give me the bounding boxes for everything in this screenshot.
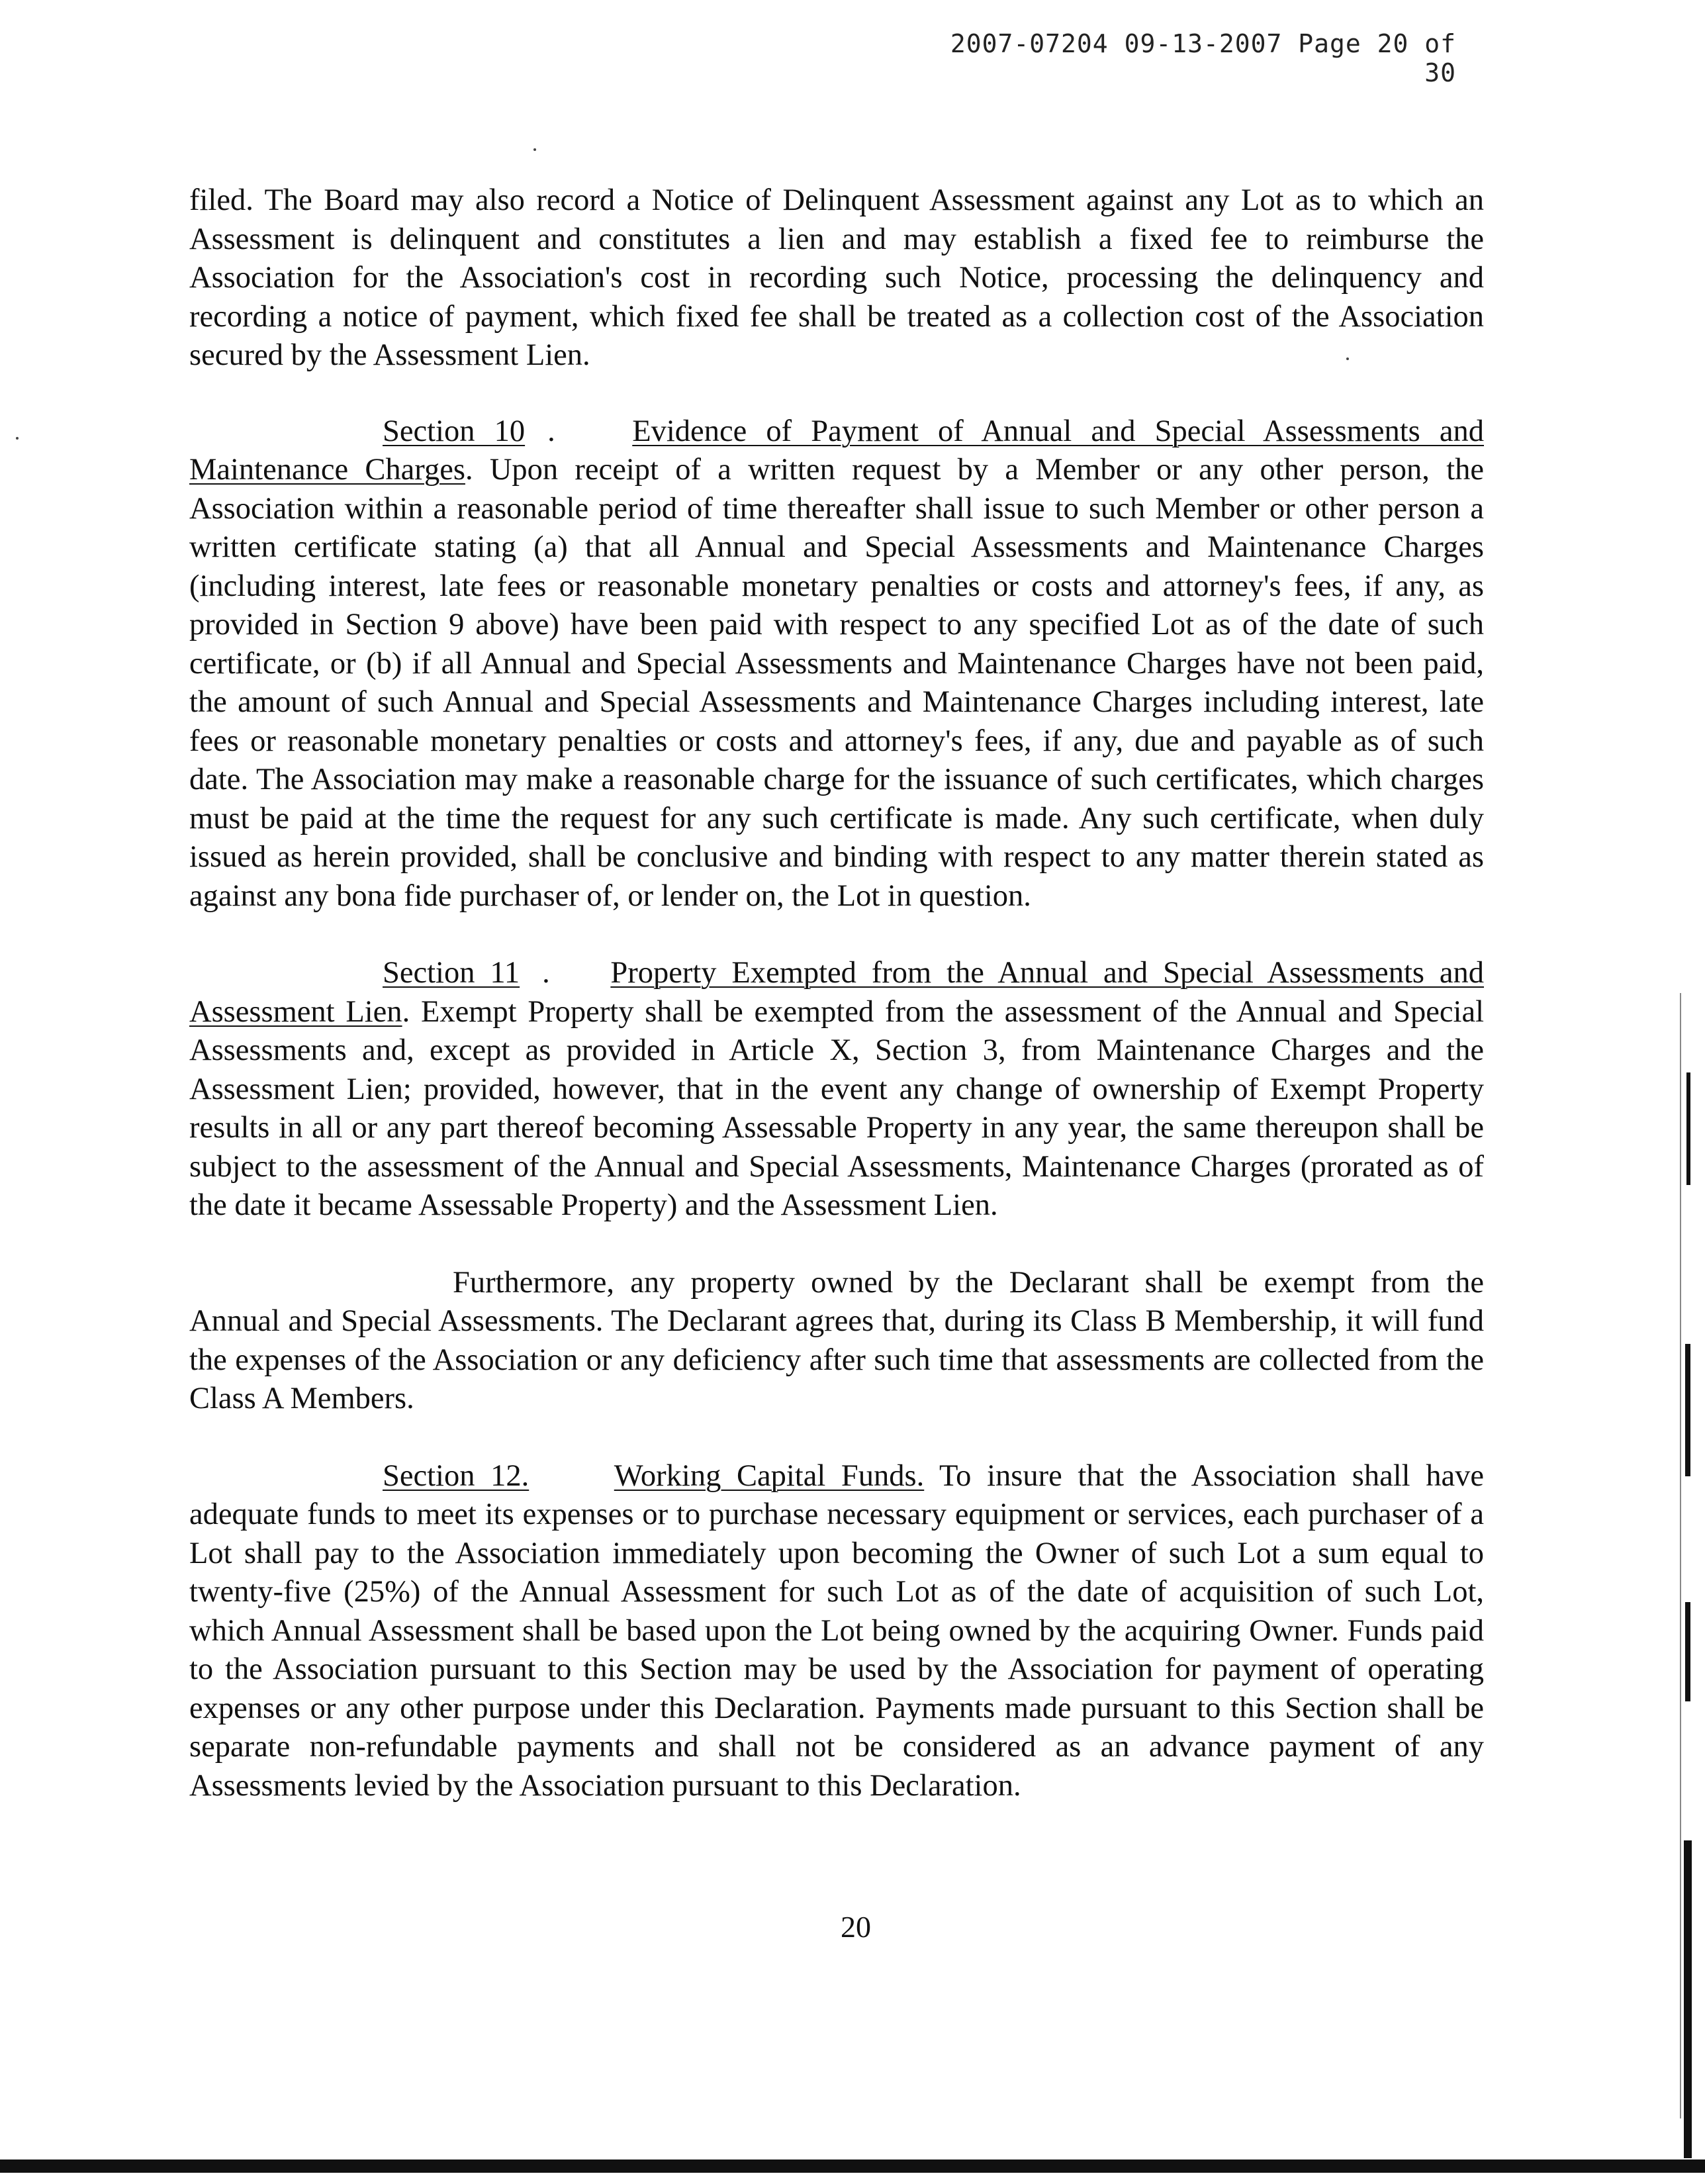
section-11-title: Property Exempted from the Annual and Special Assessments and Assessment Lien [189, 956, 1484, 1029]
section-12-label: Section 12. [383, 1458, 530, 1493]
scan-speck [16, 437, 19, 440]
furthermore-paragraph: Furthermore, any property owned by the Declarant shall be exempt from the Annual and Special Assessments. The Declarant agrees that, during its Class B Membership, it will fund the expenses of the Association or any deficiency after such time that assessments are collected from the Class A Members. [189, 1265, 1484, 1415]
scan-edge-mark [1685, 1344, 1690, 1476]
continuation-paragraph: filed. The Board may also record a Notice of Delinquent Assessment against any Lot as to which an Assessment is delinquent and constitutes a lien and may establish a fixed fee to reimburse the Association for the Association's cost in recording such Notice, processing the delinquency and recording a notice of payment, which fixed fee shall be treated as a collection cost of the Association secured by the Assessment Lien. [189, 183, 1484, 372]
scan-bottom-edge [0, 2160, 1705, 2173]
section-11-paragraph: Section 11 . Property Exempted from the Annual and Special Assessments and Assessment Lien. Exempt Property shall be exempted from the assessment of the Annual and Special Assessments and, except as provided in Article X, Section 3, from Maintenance Charges and the Assessment Lien; provided, however, that in the event any change of ownership of Exempt Property results in all or any part thereof becoming Assessable Property in any year, the same thereupon shall be subject to the assessment of the Annual and Special Assessments, Maintenance Charges (prorated as of the date it became Assessable Property) and the Assessment Lien. [189, 956, 1484, 1222]
section-12-title: Working Capital Funds. [614, 1458, 925, 1493]
scan-edge-mark [1685, 1602, 1690, 1701]
section-12-paragraph [189, 1457, 1484, 1806]
document-body [189, 181, 1484, 1844]
section-12-text: To insure that the Association shall have adequate funds to meet its expenses or to purchase necessary equipment or services, each purchaser of a Lot shall pay to the Association immediately upon becoming the Owner of such Lot a sum equal to twenty-five (25%) of the Annual Assessment for such Lot as of the date of acquisition of such Lot, which Annual Assessment shall be based upon the Lot being owned by the acquiring Owner. Funds paid to the Association pursuant to this Section may be used by the Association for payment of operating expenses or any other purpose under this Declaration. Payments made pursuant to this Section shall be separate non-refundable payments and shall not be considered as an advance payment of any Assessments levied by the Association pursuant to this Declaration. [189, 1458, 1484, 1803]
recording-stamp: 2007-07204 09-13-2007 Page 20 of 30 [950, 29, 1456, 87]
scan-edge-mark [1684, 1840, 1692, 2158]
scan-edge-mark [1686, 1072, 1690, 1185]
section-10-paragraph: Section 10 . Evidence of Payment of Annual and Special Assessments and Maintenance Charges. Upon receipt of a written request by a Member or any other person, the Association within a reasonable period of time thereafter shall issue to such Member or other person a written certificate stating (a) that all Annual and Special Assessments and Maintenance Charges (including interest, late fees or reasonable monetary penalties or costs and attorney's fees, if any, as provided in Section 9 above) have been paid with respect to any specified Lot as of the date of such certificate, or (b) if all Annual and Special Assessments and Maintenance Charges have not been paid, the amount of such Annual and Special Assessments and Maintenance Charges including interest, late fees or reasonable monetary penalties or costs and attorney's fees, if any, due and payable as of such date. The Association may make a reasonable charge for the issuance of such certificates, which charges must be paid at the time the request for any such certificate is made. Any such certificate, when duly issued as herein provided, shall be conclusive and binding with respect to any matter therein stated as against any bona fide purchaser of, or lender on, the Lot in question. [189, 414, 1484, 913]
section-11-text: Exempt Property shall be exempted from the assessment of the Annual and Special Assessments and, except as provided in Article X, Section 3, from Maintenance Charges and the Assessment Lien; provided, however, that in the event any change of ownership of Exempt Property results in all or any part thereof becoming Assessable Property in any year, the same thereupon shall be subject to the assessment of the Annual and Special Assessments, Maintenance Charges (prorated as of the date it became Assessable Property) and the Assessment Lien. [189, 994, 1484, 1222]
scan-speck [533, 148, 536, 151]
scan-edge-line [1680, 993, 1681, 2118]
page-number: 20 [841, 1910, 871, 1944]
section-11-label: Section 11 [383, 956, 520, 990]
scan-speck [1346, 357, 1349, 360]
section-10-text: Upon receipt of a written request by a Member or any other person, the Association within a reasonable period of time thereafter shall issue to such Member or other person a written certificate stating (a) that all Annual and Special Assessments and Maintenance Charges (including interest, late fees or reasonable monetary penalties or costs and attorney's fees, if any, as provided in Section 9 above) have been paid with respect to any specified Lot as of the date of such certificate, or (b) if all Annual and Special Assessments and Maintenance Charges have not been paid, the amount of such Annual and Special Assessments and Maintenance Charges including interest, late fees or reasonable monetary penalties or costs and attorney's fees, if any, due and payable as of such date. The Association may make a reasonable charge for the issuance of such certificates, which charges must be paid at the time the request for any such certificate is made. Any such certificate, when duly issued as herein provided, shall be conclusive and binding with respect to any matter therein stated as against any bona fide purchaser of, or lender on, the Lot in question. [189, 453, 1484, 913]
section-10-title: Evidence of Payment of Annual and Special Assessments and Maintenance Charges [189, 414, 1484, 487]
section-10-label: Section 10 [383, 414, 526, 448]
